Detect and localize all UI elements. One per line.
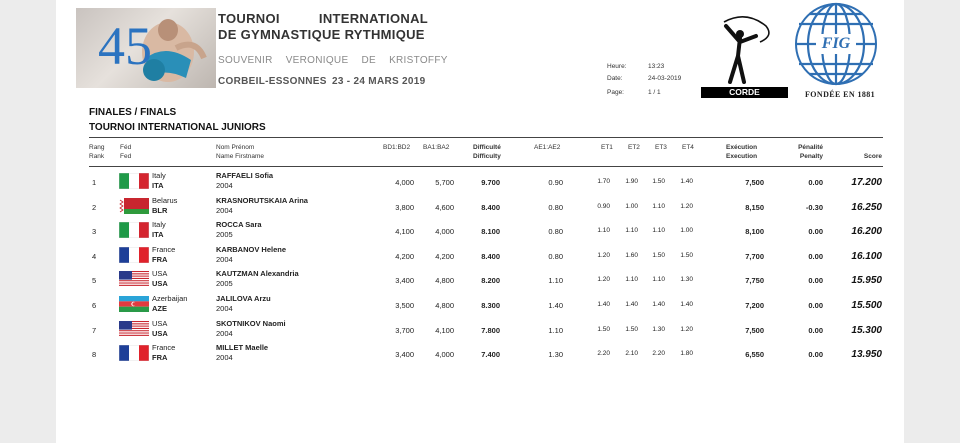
col-execution-fr: Exécution [726, 144, 758, 151]
cell-ae: 0.80 [548, 251, 563, 261]
cell-pen: -0.30 [805, 202, 823, 212]
col-fed-en: Fed [120, 153, 132, 160]
cell-name: MILLET Maelle [216, 343, 269, 353]
cell-name: JALILOVA Arzu [216, 294, 271, 303]
table-row [56, 294, 904, 319]
cell-country: USA [152, 269, 168, 279]
col-execution-en: Execution [726, 153, 758, 160]
cell-year: 2005 [216, 230, 233, 240]
cell-diff: 8.400 [481, 202, 500, 212]
cell-pen: 0.00 [808, 276, 823, 286]
cell-name: KARBANOV Helene [216, 244, 287, 254]
cell-ba: 4,100 [435, 325, 454, 335]
cell-exec: 7,500 [745, 325, 764, 335]
cell-et3: 1.40 [652, 301, 665, 308]
col-ae: AE1:AE2 [534, 144, 561, 151]
cell-ae: 0.80 [548, 202, 563, 212]
cell-et1: 1.70 [597, 178, 610, 185]
cell-score: 16.100 [851, 250, 882, 262]
cell-rank: 4 [92, 251, 97, 261]
col-name-en: Name Firstname [216, 153, 265, 160]
results-table [56, 0, 904, 443]
cell-ba: 4,200 [435, 251, 454, 261]
event-city: CORBEIL-ESSONNES [218, 76, 327, 87]
cell-et1: 2.20 [597, 350, 610, 358]
cell-country: Italy [152, 220, 166, 230]
cell-year: 2004 [216, 181, 233, 190]
time-label: Heure: [607, 63, 627, 70]
col-penalty-en: Penalty [799, 153, 823, 160]
cell-et3: 1.50 [652, 251, 665, 259]
fra-flag-icon [119, 345, 149, 361]
col-penalty-fr: Pénalité [798, 144, 823, 151]
cell-et4: 1.50 [680, 251, 693, 259]
table-row [56, 220, 904, 245]
table-row [56, 171, 904, 196]
cell-score: 17.200 [851, 177, 882, 188]
cell-ba: 4,000 [435, 350, 454, 360]
cell-ae: 1.10 [548, 276, 563, 286]
cell-name: KAUTZMAN Alexandria [216, 269, 299, 279]
cell-code: FRA [152, 254, 168, 264]
cell-exec: 8,100 [745, 227, 764, 237]
cell-name: RAFFAELI Sofia [216, 171, 274, 180]
cell-bd: 4,100 [395, 227, 414, 237]
cell-code: FRA [152, 353, 168, 363]
col-score: Score [863, 153, 882, 160]
cell-score: 15.500 [851, 300, 882, 311]
page-label: Page: [607, 89, 624, 96]
aze-flag-icon [119, 296, 149, 312]
cell-et1: 1.40 [597, 301, 610, 308]
cell-name: SKOTNIKOV Naomi [216, 318, 286, 328]
cell-code: USA [152, 328, 168, 338]
cell-rank: 6 [92, 301, 97, 310]
cell-diff: 7.400 [481, 350, 500, 360]
cell-diff: 7.800 [481, 325, 500, 335]
cell-pen: 0.00 [808, 251, 823, 261]
event-subtitle: SOUVENIR VERONIQUE DE KRISTOFFY [218, 55, 448, 66]
table-row [56, 196, 904, 221]
cell-bd: 3,800 [395, 202, 414, 212]
col-et2: ET2 [628, 144, 640, 151]
col-rank-fr: Rang [89, 144, 105, 151]
col-et3: ET3 [655, 144, 667, 151]
cell-score: 16.200 [851, 226, 882, 238]
cell-ba: 4,800 [435, 301, 454, 310]
date-value: 24-03-2019 [648, 75, 682, 82]
cell-ae: 1.40 [548, 301, 563, 310]
cell-et4: 1.80 [680, 350, 693, 358]
col-rank-en: Rank [89, 153, 105, 160]
cell-rank: 5 [92, 276, 97, 286]
cell-ae: 1.30 [548, 350, 563, 360]
cell-ae: 0.80 [548, 227, 563, 237]
cell-diff: 8.200 [481, 276, 500, 286]
cell-et3: 1.30 [652, 325, 665, 333]
cell-country: USA [152, 318, 168, 328]
cell-et2: 1.40 [625, 301, 638, 308]
cell-code: USA [152, 279, 168, 289]
cell-name: ROCCA Sara [216, 220, 262, 230]
cell-et3: 1.10 [652, 202, 665, 210]
fig-founded: FONDÉE EN 1881 [805, 90, 876, 99]
cell-et4: 1.00 [680, 227, 693, 235]
col-bd: BD1:BD2 [383, 144, 411, 151]
table-row [56, 319, 904, 344]
cell-et3: 2.20 [652, 350, 665, 358]
cell-et2: 1.60 [625, 251, 638, 259]
date-label: Date: [607, 75, 623, 82]
fra-flag-icon [119, 247, 149, 263]
table-row [56, 343, 904, 368]
cell-ae: 0.90 [548, 178, 563, 187]
cell-code: BLR [152, 205, 168, 215]
cell-year: 2004 [216, 205, 233, 215]
cell-exec: 7,200 [745, 301, 764, 310]
cell-code: ITA [152, 181, 164, 190]
cell-diff: 8.400 [481, 251, 500, 261]
event-title-line2: DE GYMNASTIQUE RYTHMIQUE [218, 27, 425, 42]
cell-diff: 9.700 [481, 178, 500, 187]
cell-code: AZE [152, 304, 167, 313]
cell-pen: 0.00 [808, 301, 823, 310]
col-ba: BA1:BA2 [423, 144, 450, 151]
cell-et4: 1.40 [680, 301, 693, 308]
cell-year: 2004 [216, 353, 233, 363]
event-dates: 23 - 24 MARS 2019 [332, 76, 426, 87]
usa-flag-icon [119, 321, 149, 337]
cell-year: 2004 [216, 328, 233, 338]
cell-et2: 1.00 [625, 202, 638, 210]
cell-ba: 4,000 [435, 227, 454, 237]
usa-flag-icon [119, 271, 149, 287]
cell-et4: 1.40 [680, 178, 693, 185]
cell-et3: 1.10 [652, 276, 665, 284]
cell-name: KRASNORUTSKAIA Arina [216, 195, 308, 205]
cell-bd: 3,400 [395, 350, 414, 360]
col-name-fr: Nom Prénom [216, 144, 255, 151]
col-difficulty-fr: Difficulté [473, 144, 501, 151]
cell-score: 15.950 [851, 275, 882, 287]
cell-year: 2004 [216, 254, 233, 264]
logo-number: 45 [98, 16, 152, 76]
cell-rank: 8 [92, 350, 97, 360]
cell-exec: 8,150 [745, 202, 764, 212]
cell-rank: 1 [92, 178, 97, 187]
cell-pen: 0.00 [808, 227, 823, 237]
cell-et3: 1.50 [652, 178, 665, 185]
cell-ba: 4,800 [435, 276, 454, 286]
col-et4: ET4 [682, 144, 694, 151]
cell-pen: 0.00 [808, 178, 823, 187]
cell-rank: 3 [92, 227, 97, 237]
apparatus-label: CORDE [701, 87, 788, 98]
cell-score: 13.950 [851, 349, 882, 361]
cell-bd: 3,500 [395, 301, 414, 310]
cell-pen: 0.00 [808, 350, 823, 360]
col-difficulty-en: Difficulty [473, 153, 501, 160]
ita-flag-icon [119, 222, 149, 238]
cell-et2: 2.10 [625, 350, 638, 358]
page-value: 1 / 1 [648, 89, 661, 96]
cell-bd: 4,200 [395, 251, 414, 261]
ita-flag-icon [119, 173, 149, 189]
cell-country: France [152, 343, 176, 353]
cell-et2: 1.50 [625, 325, 638, 333]
cell-et1: 1.20 [597, 251, 610, 259]
table-row [56, 269, 904, 294]
cell-country: France [152, 244, 176, 254]
blr-flag-icon [119, 198, 149, 214]
cell-score: 15.300 [851, 324, 882, 336]
table-row [56, 245, 904, 270]
cell-year: 2004 [216, 304, 233, 313]
col-fed-fr: Féd [120, 144, 132, 151]
cell-et4: 1.20 [680, 325, 693, 333]
cell-rank: 2 [92, 202, 97, 212]
cell-bd: 3,700 [395, 325, 414, 335]
cell-et2: 1.90 [625, 178, 638, 185]
cell-diff: 8.300 [481, 301, 500, 310]
cell-exec: 7,700 [745, 251, 764, 261]
cell-country: Italy [152, 171, 166, 180]
fig-logo-text: FIG [821, 35, 851, 52]
event-title-line1: TOURNOI INTERNATIONAL [218, 11, 428, 26]
cell-code: ITA [152, 230, 164, 240]
cell-ba: 4,600 [435, 202, 454, 212]
cell-et4: 1.20 [680, 202, 693, 210]
section-title-tournament: TOURNOI INTERNATIONAL JUNIORS [89, 122, 266, 133]
col-et1: ET1 [601, 144, 613, 151]
cell-country: Azerbaijan [152, 294, 188, 303]
cell-bd: 4,000 [395, 178, 414, 187]
cell-pen: 0.00 [808, 325, 823, 335]
results-sheet [56, 0, 904, 443]
cell-bd: 3,400 [395, 276, 414, 286]
cell-et1: 1.50 [597, 325, 610, 333]
cell-et3: 1.10 [652, 227, 665, 235]
cell-ae: 1.10 [548, 325, 563, 335]
cell-ba: 5,700 [435, 178, 454, 187]
cell-et1: 1.20 [597, 276, 610, 284]
section-title-finals: FINALES / FINALS [89, 107, 177, 118]
cell-year: 2005 [216, 279, 233, 289]
cell-et1: 1.10 [597, 227, 610, 235]
cell-rank: 7 [92, 325, 97, 335]
cell-score: 16.250 [851, 201, 882, 213]
cell-exec: 7,500 [745, 178, 764, 187]
cell-et1: 0.90 [597, 202, 610, 210]
cell-et2: 1.10 [625, 227, 638, 235]
cell-et4: 1.30 [680, 276, 693, 284]
cell-exec: 7,750 [745, 276, 764, 286]
cell-exec: 6,550 [745, 350, 764, 360]
time-value: 13:23 [648, 63, 665, 70]
cell-et2: 1.10 [625, 276, 638, 284]
cell-diff: 8.100 [481, 227, 500, 237]
cell-country: Belarus [152, 195, 178, 205]
